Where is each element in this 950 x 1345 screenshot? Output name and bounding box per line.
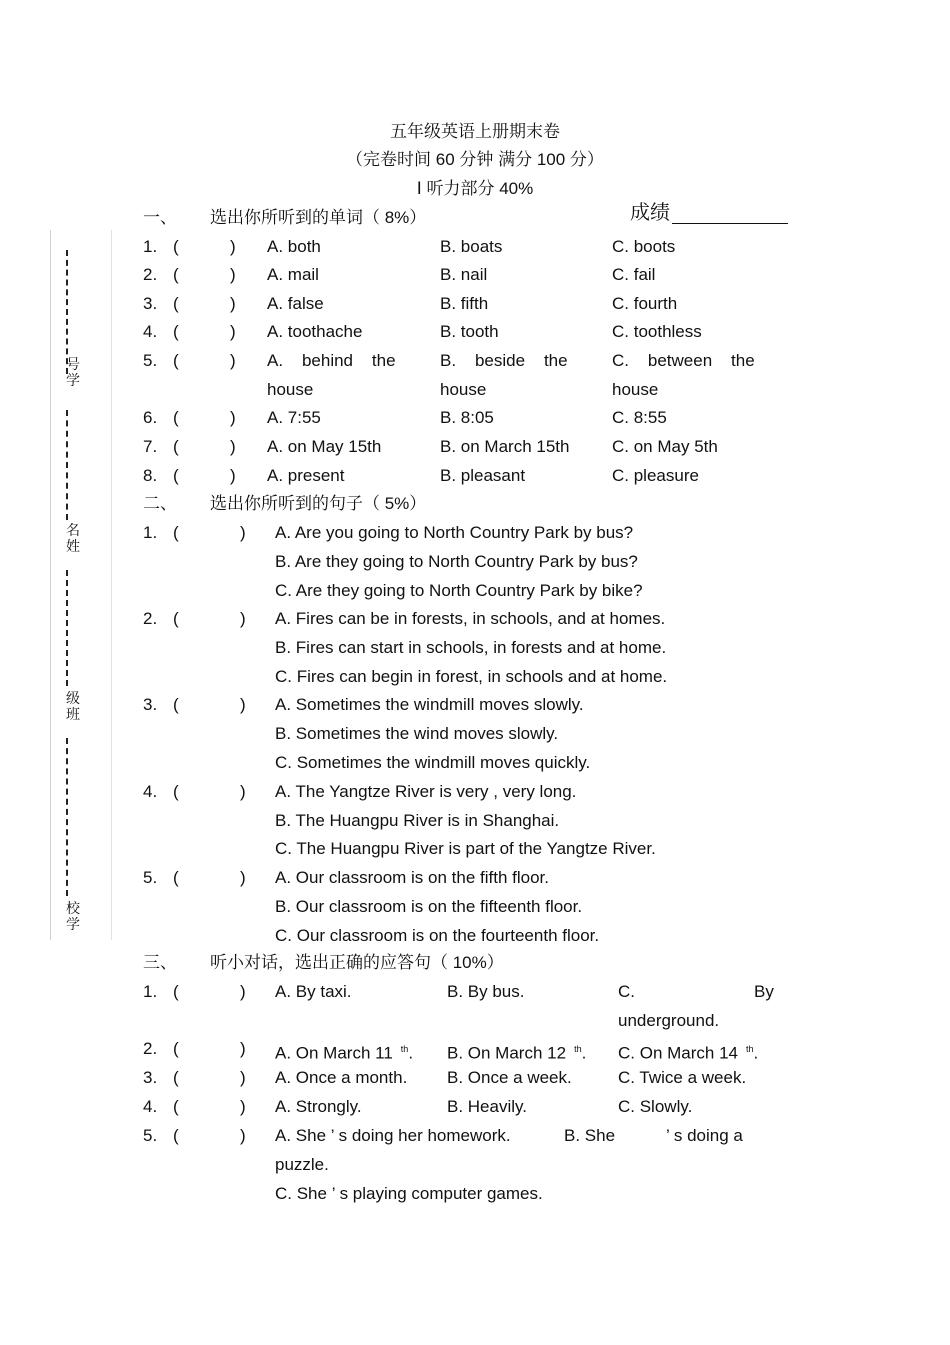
option-b: B. on March 15th — [440, 437, 570, 456]
option-b: B. pleasant — [440, 466, 526, 485]
option-a: A. on May 15th — [267, 437, 382, 456]
answer-paren-close: ) — [230, 408, 236, 427]
answer-paren-open[interactable]: ( — [173, 982, 179, 1001]
answer-paren-close: ) — [240, 868, 246, 887]
answer-paren-close: ) — [240, 523, 246, 542]
school-label: 校学 — [66, 900, 80, 932]
option-b: B. fifth — [440, 294, 489, 313]
answer-paren-open[interactable]: ( — [173, 265, 179, 284]
question-number: 2. — [143, 609, 158, 628]
answer-paren-open[interactable]: ( — [173, 1068, 179, 1087]
option-b: B. Are they going to North Country Park by bus? — [275, 552, 638, 571]
answer-paren-close: ) — [230, 466, 236, 485]
ordinal-suffix: th — [746, 1044, 754, 1054]
question-number: 4. — [143, 322, 158, 341]
score-field[interactable] — [630, 203, 788, 224]
option-c: C. fourth — [612, 294, 678, 313]
answer-paren-close: ) — [240, 1039, 246, 1058]
answer-paren-open[interactable]: ( — [173, 437, 179, 456]
answer-paren-open[interactable]: ( — [173, 294, 179, 313]
option-c: C. The Huangpu River is part of the Yangtze River. — [275, 839, 656, 858]
answer-paren-open[interactable]: ( — [173, 322, 179, 341]
answer-paren-open[interactable]: ( — [173, 868, 179, 887]
section-3-title: 听小对话，选出正确的应答句（ 10%） — [210, 953, 504, 972]
answer-paren-open[interactable]: ( — [173, 523, 179, 542]
option-c: C. Twice a week. — [618, 1068, 747, 1087]
question-number: 2. — [143, 265, 158, 284]
answer-paren-open[interactable]: ( — [173, 1097, 179, 1116]
section-1-number: 一、 — [143, 208, 177, 227]
answer-paren-close: ) — [240, 782, 246, 801]
question-number: 8. — [143, 466, 158, 485]
question-number: 7. — [143, 437, 158, 456]
option-a: A. She ’ s doing her homework. — [275, 1126, 511, 1145]
answer-paren-open[interactable]: ( — [173, 351, 179, 370]
option-c: C. — [618, 982, 635, 1001]
option-a: A. Fires can be in forests, in schools, and at homes. — [275, 609, 666, 628]
option-b: B. beside the — [440, 351, 568, 370]
option-c: C. Slowly. — [618, 1097, 693, 1116]
option-a: A. present — [267, 466, 345, 485]
question-number: 3. — [143, 294, 158, 313]
dashed-line — [66, 570, 74, 686]
option-c: C. 8:55 — [612, 408, 667, 427]
section-2-number: 二、 — [143, 494, 177, 513]
question-number: 6. — [143, 408, 158, 427]
score-blank-line — [672, 203, 788, 224]
option-a-text: A. On March 11 — [275, 1043, 393, 1063]
option-c: C. between the — [612, 351, 755, 370]
option-a: A. Are you going to North Country Park by bus? — [275, 523, 634, 542]
option-a: A. Strongly. — [275, 1097, 362, 1116]
question-number: 5. — [143, 1126, 158, 1145]
question-number: 3. — [143, 695, 158, 714]
answer-paren-close: ) — [230, 237, 236, 256]
binding-margin — [50, 230, 112, 940]
option-c: C. pleasure — [612, 466, 699, 485]
option-b: B. nail — [440, 265, 488, 284]
option-c: C. fail — [612, 265, 656, 284]
student-number-label: 号学 — [66, 356, 80, 388]
option-a: A. By taxi. — [275, 982, 352, 1001]
option-c: C. Our classroom is on the fourteenth floor. — [275, 926, 600, 945]
score-label: 成绩 — [630, 202, 670, 224]
option-b-text: B. On March 12 — [447, 1043, 567, 1063]
option-b: B. She — [564, 1126, 616, 1145]
answer-paren-close: ) — [240, 1126, 246, 1145]
option-b: B. Our classroom is on the fifteenth floor. — [275, 897, 583, 916]
answer-paren-open[interactable]: ( — [173, 609, 179, 628]
answer-paren-open[interactable]: ( — [173, 695, 179, 714]
option-c-end: . — [753, 1043, 759, 1063]
question-number: 2. — [143, 1039, 158, 1058]
listening-part-heading: Ⅰ 听力部分 40% — [416, 179, 534, 198]
answer-paren-close: ) — [230, 265, 236, 284]
option-c-text: C. On March 14 — [618, 1043, 738, 1063]
answer-paren-open[interactable]: ( — [173, 782, 179, 801]
answer-paren-close: ) — [240, 1068, 246, 1087]
option-c: C. She ’ s playing computer games. — [275, 1184, 543, 1203]
option-a-end: . — [408, 1043, 414, 1063]
section-2-title: 选出你所听到的句子（ 5%） — [210, 494, 427, 513]
option-a — [275, 1039, 413, 1064]
option-a: A. behind the — [267, 351, 396, 370]
answer-paren-open[interactable]: ( — [173, 237, 179, 256]
option-b: B. Fires can start in schools, in forests and at home. — [275, 638, 667, 657]
exam-subtitle: （完卷时间 60 分钟 满分 100 分） — [346, 150, 604, 169]
question-number: 5. — [143, 351, 158, 370]
option-a: A. Sometimes the windmill moves slowly. — [275, 695, 584, 714]
dashed-line — [66, 738, 74, 896]
answer-paren-close: ) — [240, 982, 246, 1001]
question-number: 4. — [143, 1097, 158, 1116]
option-c-word: By — [754, 982, 774, 1001]
margin-line — [50, 230, 51, 940]
option-b: B. By bus. — [447, 982, 525, 1001]
option-b-continued: ’ s doing a — [666, 1126, 743, 1145]
option-c: C. Fires can begin in forest, in schools and at home. — [275, 667, 668, 686]
option-b-continued: house — [440, 380, 487, 399]
question-number: 1. — [143, 237, 158, 256]
option-b: B. 8:05 — [440, 408, 494, 427]
option-c: C. toothless — [612, 322, 702, 341]
option-b: B. Once a week. — [447, 1068, 572, 1087]
option-c: C. on May 5th — [612, 437, 718, 456]
student-name-label: 名姓 — [66, 522, 80, 554]
option-c-continued: underground. — [618, 1011, 720, 1030]
ordinal-suffix: th — [574, 1044, 582, 1054]
answer-paren-close: ) — [230, 351, 236, 370]
option-b — [447, 1039, 586, 1064]
option-c — [618, 1039, 758, 1064]
option-b-end: . — [581, 1043, 587, 1063]
section-1-title: 选出你所听到的单词（ 8%） — [210, 208, 427, 227]
answer-paren-open[interactable]: ( — [173, 1126, 179, 1145]
answer-paren-close: ) — [240, 609, 246, 628]
answer-paren-close: ) — [240, 1097, 246, 1116]
page-title: 五年级英语上册期末卷 — [390, 122, 560, 141]
question-number: 3. — [143, 1068, 158, 1087]
option-a: A. toothache — [267, 322, 363, 341]
option-b: B. boats — [440, 237, 503, 256]
option-a-continued: house — [267, 380, 314, 399]
question-number: 4. — [143, 782, 158, 801]
option-a: A. Once a month. — [275, 1068, 408, 1087]
option-b: B. Heavily. — [447, 1097, 527, 1116]
answer-paren-open[interactable]: ( — [173, 1039, 179, 1058]
answer-paren-close: ) — [230, 322, 236, 341]
answer-paren-open[interactable]: ( — [173, 408, 179, 427]
question-number: 1. — [143, 982, 158, 1001]
option-a: A. mail — [267, 265, 319, 284]
option-a: A. The Yangtze River is very , very long. — [275, 782, 577, 801]
question-number: 5. — [143, 868, 158, 887]
answer-paren-open[interactable]: ( — [173, 466, 179, 485]
option-b: B. The Huangpu River is in Shanghai. — [275, 811, 560, 830]
question-number: 1. — [143, 523, 158, 542]
ordinal-suffix: th — [400, 1044, 409, 1054]
option-a: A. false — [267, 294, 324, 313]
class-label: 级班 — [66, 690, 80, 722]
option-c: C. Sometimes the windmill moves quickly. — [275, 753, 591, 772]
dashed-line — [66, 410, 74, 520]
option-a: A. 7:55 — [267, 408, 321, 427]
option-a: A. both — [267, 237, 321, 256]
margin-line-inner — [111, 230, 112, 940]
option-a-continued: puzzle. — [275, 1155, 329, 1174]
option-b: B. Sometimes the wind moves slowly. — [275, 724, 559, 743]
option-c: C. boots — [612, 237, 676, 256]
answer-paren-close: ) — [240, 695, 246, 714]
option-c: C. Are they going to North Country Park by bike? — [275, 581, 643, 600]
section-3-number: 三、 — [143, 953, 177, 972]
answer-paren-close: ) — [230, 437, 236, 456]
option-b: B. tooth — [440, 322, 499, 341]
option-a: A. Our classroom is on the fifth floor. — [275, 868, 550, 887]
answer-paren-close: ) — [230, 294, 236, 313]
option-c-continued: house — [612, 380, 659, 399]
